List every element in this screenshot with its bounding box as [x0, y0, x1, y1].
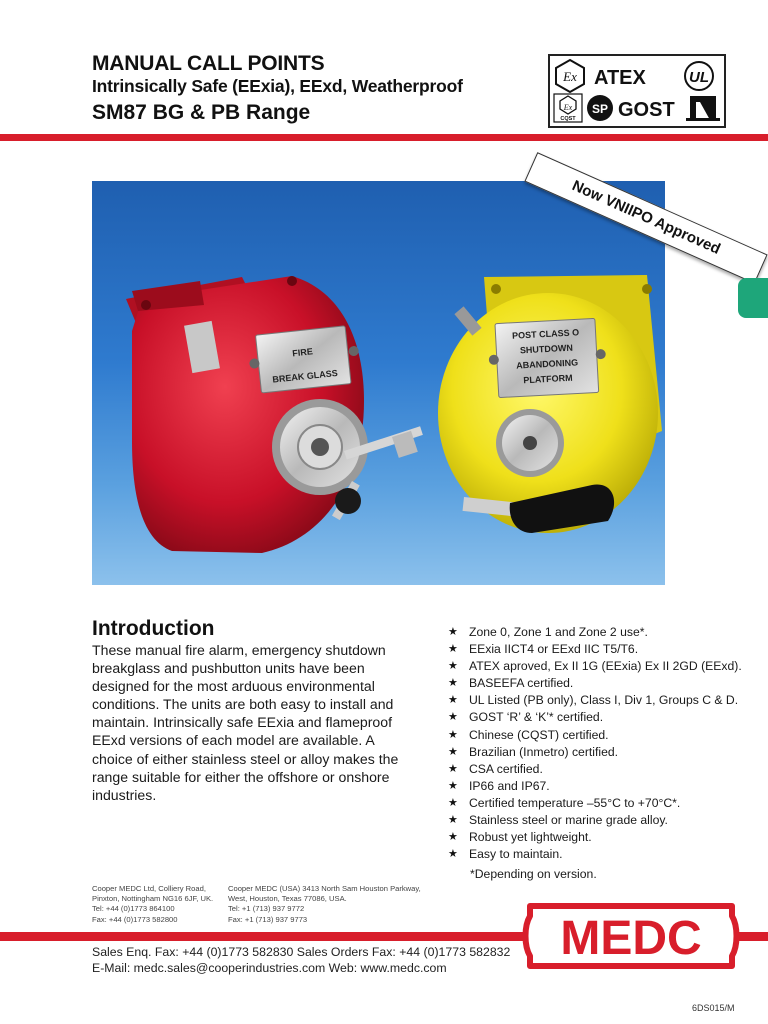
- yellow-plate-line4: PLATFORM: [523, 372, 573, 386]
- feature-item: ★ GOST ‘R’ & ‘K’* certified.: [448, 709, 748, 726]
- address-uk-line2: Pinxton, Nottingham NG16 6JF, UK.: [92, 894, 214, 904]
- address-usa-fax: Fax: +1 (713) 937 9773: [228, 914, 308, 924]
- atex-label: ATEX: [594, 67, 646, 89]
- yellow-plate-line3: ABANDONING: [515, 357, 579, 371]
- ul-logo-icon: [685, 62, 713, 90]
- medc-logo: [520, 894, 742, 978]
- feature-item: ★ UL Listed (PB only), Class I, Div 1, Groups C & D.: [448, 692, 748, 709]
- yellow-pushbutton-unit: [438, 275, 662, 533]
- csa-logo-icon: [587, 95, 613, 121]
- certification-logos-graphic: [550, 56, 724, 126]
- medc-logo-text: MEDC: [560, 912, 702, 965]
- gost-label: GOST: [618, 99, 675, 121]
- red-plate-line2: BREAK GLASS: [271, 367, 339, 385]
- address-uk-fax: Fax: +44 (0)1773 582800: [92, 914, 178, 924]
- feature-list: [448, 624, 748, 863]
- feature-item: ★ Zone 0, Zone 1 and Zone 2 use*.: [448, 624, 748, 641]
- red-plate-line1: FIRE: [291, 346, 314, 359]
- ul-label: UL: [689, 69, 709, 86]
- feature-item: ★ Stainless steel or marine grade alloy.: [448, 812, 748, 829]
- contact-info: [92, 945, 510, 976]
- feature-item: ★ Easy to maintain.: [448, 846, 748, 863]
- feature-item: ★ BASEEFA certified.: [448, 675, 748, 692]
- csa-label: SP: [591, 102, 609, 116]
- feature-item: ★ Robust yet lightweight.: [448, 829, 748, 846]
- product-photo: [92, 181, 665, 585]
- feature-item: ★ Chinese (CQST) certified.: [448, 727, 748, 744]
- feature-item: ★ Brazilian (Inmetro) certified.: [448, 744, 748, 761]
- doc-subtitle: Intrinsically Safe (EExia), EExd, Weatherproof: [92, 76, 463, 96]
- feature-item: ★ EExia IICT4 or EExd IIC T5/T6.: [448, 641, 748, 658]
- contact-email-web-line: E-Mail: medc.sales@cooperindustries.com Web: www.medc.com: [92, 960, 447, 975]
- feature-item: ★ ATEX aproved, Ex II 1G (EExia) Ex II 2GD (EExd).: [448, 658, 748, 675]
- intro-heading: Introduction: [92, 617, 215, 640]
- cqst-logo-icon: [554, 94, 582, 122]
- document-code: 6DS015/M: [692, 1003, 735, 1013]
- ex-label: Ex: [563, 69, 577, 84]
- svg-text:Ex: Ex: [563, 103, 573, 112]
- feature-item: ★ Certified temperature –55°C to +70°C*.: [448, 795, 748, 812]
- footnote: *Depending on version.: [470, 867, 597, 881]
- certification-logos: [548, 54, 726, 128]
- address-uk: [92, 884, 232, 925]
- address-usa-line2: West, Houston, Texas 77086, USA.: [228, 894, 347, 904]
- address-uk-tel: Tel: +44 (0)1773 864100: [92, 904, 175, 914]
- contact-fax-line: Sales Enq. Fax: +44 (0)1773 582830 Sales Orders Fax: +44 (0)1773 582832: [92, 945, 511, 959]
- product-photo-graphic: [92, 181, 665, 585]
- address-usa-line1: Cooper MEDC (USA) 3413 North Sam Houston Parkway,: [228, 884, 421, 893]
- intro-body: These manual fire alarm, emergency shutdown breakglass and pushbutton units have been designed for the most arduous environmental conditions. The units are both easy to install and maintain. Intrinsically safe EExia and flameproof EExd versions of each model are available. A choice of either stainless steel or alloy makes the range suitable for either the offshore or onshore industries.: [92, 642, 399, 803]
- vniipo-approved-badge: Now VNIIPO Approved: [524, 152, 767, 284]
- section-tab-marker: [738, 278, 768, 318]
- address-usa: [228, 884, 448, 925]
- cqst-label: CQST: [560, 116, 576, 122]
- yellow-plate-line1: POST CLASS O: [511, 327, 580, 341]
- feature-item: ★ CSA certified.: [448, 761, 748, 778]
- yellow-plate-line2: SHUTDOWN: [519, 342, 574, 356]
- header-red-rule: [0, 134, 768, 141]
- gost-mark-icon: [686, 96, 720, 121]
- address-usa-tel: Tel: +1 (713) 937 9772: [228, 904, 305, 914]
- feature-item: ★ IP66 and IP67.: [448, 778, 748, 795]
- doc-title: MANUAL CALL POINTS: [92, 52, 325, 75]
- address-uk-line1: Cooper MEDC Ltd, Colliery Road,: [92, 884, 206, 893]
- red-breakglass-unit: [126, 276, 423, 553]
- medc-logo-graphic: [520, 894, 742, 978]
- product-range: SM87 BG & PB Range: [92, 101, 311, 124]
- ex-hexagon-icon: [556, 60, 584, 92]
